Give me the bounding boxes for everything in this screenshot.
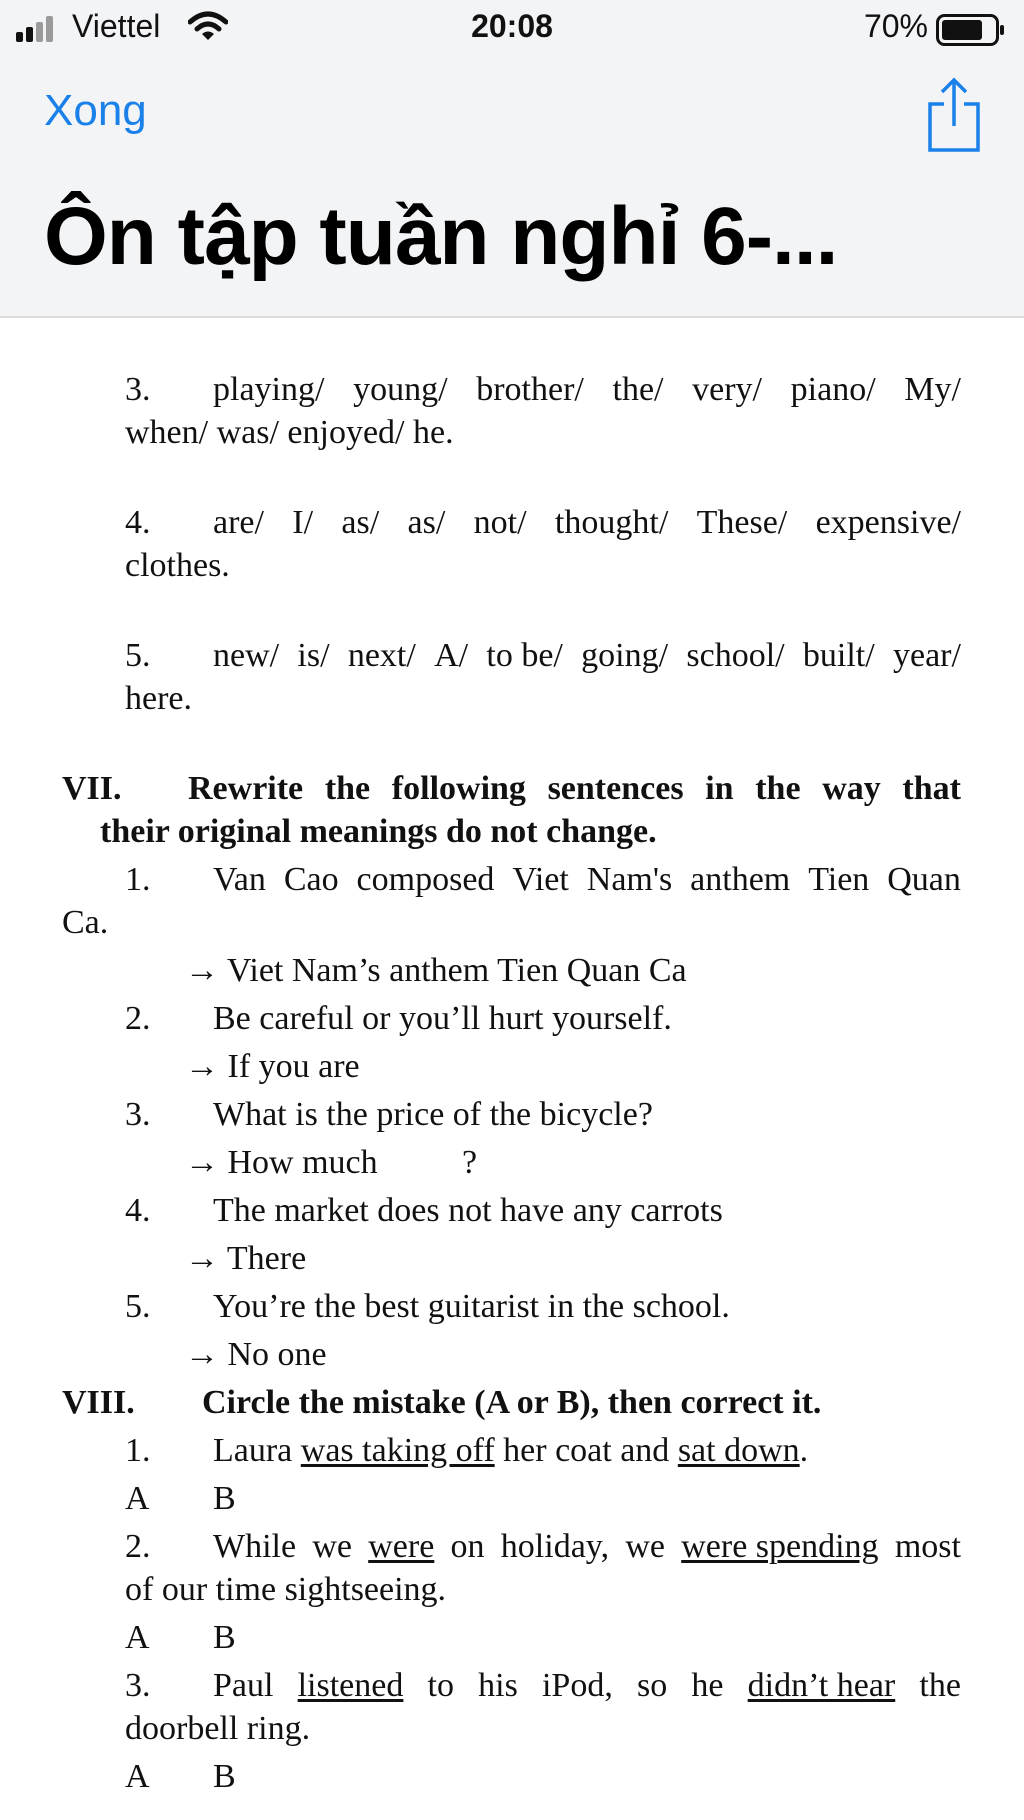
item-number: 3. xyxy=(125,1096,151,1133)
word: sentences xyxy=(547,770,684,807)
navigation-header xyxy=(0,0,1024,318)
sentence-line xyxy=(213,368,961,411)
answer-question-mark: ? xyxy=(462,1144,478,1181)
sentence: What is the price of the bicycle? xyxy=(213,1096,653,1133)
underlined-option-b: sat down xyxy=(677,1432,800,1469)
word: While xyxy=(213,1528,297,1565)
section-heading-continuation: their original meanings do not change. xyxy=(100,813,657,850)
answer-prompt: → No one xyxy=(185,1336,327,1373)
word: Quan xyxy=(887,861,961,898)
word: the/ xyxy=(612,371,664,408)
word: to xyxy=(427,1667,454,1704)
word: next/ xyxy=(347,637,416,674)
word: are/ xyxy=(213,504,264,541)
word: his xyxy=(478,1667,518,1704)
word: year/ xyxy=(892,637,961,674)
word: we xyxy=(312,1528,352,1565)
document-content[interactable] xyxy=(0,318,1024,1820)
item-number: 3. xyxy=(125,371,151,408)
word: school/ xyxy=(686,637,785,674)
option-b-label: B xyxy=(213,1758,236,1795)
word: to be/ xyxy=(486,637,563,674)
item-number: 5. xyxy=(125,637,151,674)
word: going/ xyxy=(581,637,669,674)
item-number: 4. xyxy=(125,504,151,541)
battery-icon xyxy=(936,14,1006,46)
option-b-label: B xyxy=(213,1619,236,1656)
word: These/ xyxy=(696,504,788,541)
word: Cao xyxy=(283,861,339,898)
word: on xyxy=(450,1528,485,1565)
share-icon[interactable] xyxy=(924,76,984,152)
option-a-label: A xyxy=(125,1480,150,1517)
word: iPod, xyxy=(541,1667,613,1704)
sentence: You’re the best guitarist in the school. xyxy=(213,1288,730,1325)
word: most xyxy=(894,1528,961,1565)
word: Viet xyxy=(512,861,569,898)
item-number: 1. xyxy=(125,861,151,898)
word: brother/ xyxy=(476,371,584,408)
document-title: Ôn tập tuần nghỉ 6-... xyxy=(44,191,838,282)
sentence: Laura was taking off her coat and sat down. xyxy=(213,1432,809,1469)
sentence-continuation: when/ was/ enjoyed/ he. xyxy=(125,414,454,451)
word: Rewrite xyxy=(188,770,304,807)
sentence: Be careful or you’ll hurt yourself. xyxy=(213,1000,672,1037)
word: we xyxy=(625,1528,665,1565)
section-heading xyxy=(188,767,961,810)
word: A/ xyxy=(434,637,469,674)
answer-prompt: → How much xyxy=(185,1144,378,1181)
carrier-name: Viettel xyxy=(72,8,161,44)
word: not/ xyxy=(473,504,527,541)
word: following xyxy=(391,770,526,807)
word: new/ xyxy=(213,637,280,674)
item-number: 2. xyxy=(125,1000,151,1037)
sentence-line xyxy=(213,1664,961,1707)
word: the xyxy=(755,770,801,807)
answer-prompt: → Viet Nam’s anthem Tien Quan Ca xyxy=(185,952,687,989)
done-button[interactable]: Xong xyxy=(44,86,147,135)
word: as/ xyxy=(341,504,380,541)
clock: 20:08 xyxy=(471,8,553,44)
sentence-continuation: clothes. xyxy=(125,547,230,584)
sentence-line xyxy=(213,858,961,901)
battery-percentage: 70% xyxy=(863,8,928,44)
word: composed xyxy=(356,861,495,898)
sentence-line xyxy=(213,1525,961,1568)
word: playing/ xyxy=(213,371,325,408)
sentence-line xyxy=(213,634,961,677)
word: the xyxy=(919,1667,961,1704)
underlined-option-a: was taking off xyxy=(300,1432,495,1469)
item-number: 5. xyxy=(125,1288,151,1325)
word: so xyxy=(637,1667,668,1704)
sentence-continuation: Ca. xyxy=(62,904,109,941)
word: built/ xyxy=(802,637,875,674)
word: anthem xyxy=(690,861,791,898)
answer-prompt: → If you are xyxy=(185,1048,360,1085)
word: Nam's xyxy=(586,861,673,898)
word: expensive/ xyxy=(815,504,961,541)
item-number: 3. xyxy=(125,1667,151,1704)
word: I/ xyxy=(292,504,314,541)
option-a-label: A xyxy=(125,1619,150,1656)
underlined-option-b: didn’t hear xyxy=(747,1667,896,1704)
sentence: The market does not have any carrots xyxy=(213,1192,723,1229)
underlined-option-a: listened xyxy=(297,1667,404,1704)
section-number: VIII. xyxy=(62,1384,135,1421)
word: My/ xyxy=(904,371,961,408)
word: he xyxy=(691,1667,724,1704)
section-heading: Circle the mistake (A or B), then correct it. xyxy=(202,1384,822,1421)
word: Van xyxy=(213,861,266,898)
word: Tien xyxy=(808,861,870,898)
item-number: 4. xyxy=(125,1192,151,1229)
underlined-option-b: were spending xyxy=(681,1528,879,1565)
word: holiday, xyxy=(500,1528,610,1565)
word: as/ xyxy=(407,504,446,541)
item-number: 2. xyxy=(125,1528,151,1565)
sentence-continuation: doorbell ring. xyxy=(125,1710,311,1747)
word: young/ xyxy=(353,371,448,408)
option-a-label: A xyxy=(125,1758,150,1795)
word: thought/ xyxy=(554,504,669,541)
word: the xyxy=(324,770,371,807)
sentence-continuation: here. xyxy=(125,680,193,717)
word: very/ xyxy=(692,371,762,408)
sentence-continuation: of our time sightseeing. xyxy=(125,1571,447,1608)
word: way xyxy=(822,770,881,807)
word: piano/ xyxy=(790,371,876,408)
item-number: 1. xyxy=(125,1432,151,1469)
answer-prompt: → There xyxy=(185,1240,307,1277)
word: in xyxy=(705,770,734,807)
status-bar xyxy=(0,0,1024,58)
section-number: VII. xyxy=(62,770,122,807)
option-b-label: B xyxy=(213,1480,236,1517)
word: is/ xyxy=(297,637,330,674)
underlined-option-a: were xyxy=(368,1528,435,1565)
word: Paul xyxy=(213,1667,274,1704)
sentence-line xyxy=(213,501,961,544)
word: that xyxy=(902,770,961,807)
